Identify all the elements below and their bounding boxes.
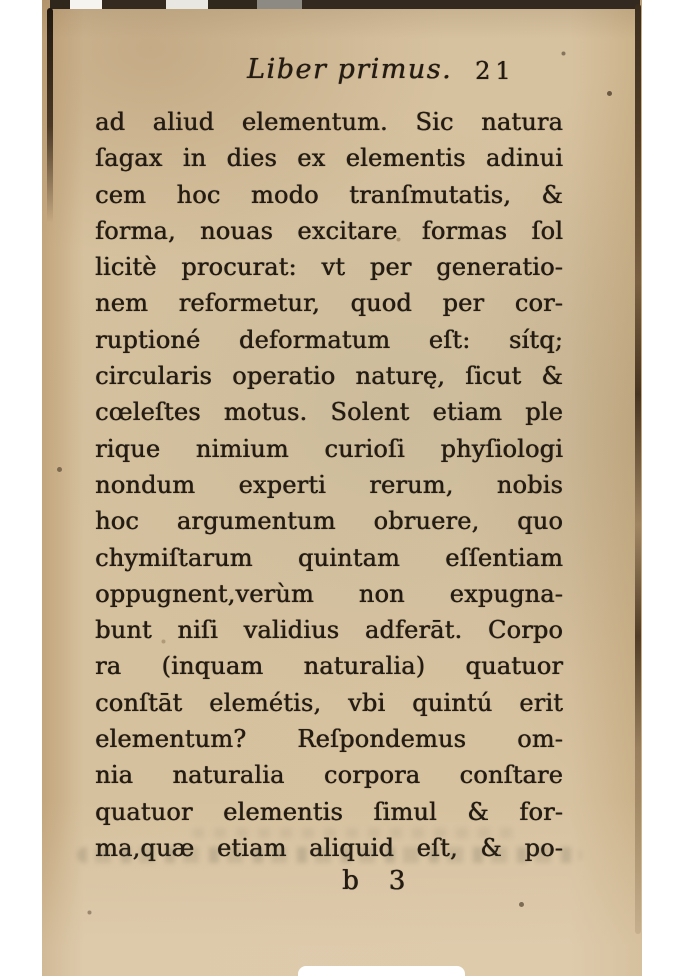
text-line: oppugnent,verùm non expugna- — [95, 579, 563, 608]
text-line: ruptioné deformatum eſt: sítq; — [95, 325, 563, 354]
bleed-through-text — [192, 828, 522, 838]
text-line: hoc argumentum obruere, quo — [95, 507, 563, 536]
running-header — [42, 54, 642, 96]
scan-bottom-notch — [298, 966, 465, 976]
text-line: cœleſtes motus. Solent etiam ple — [95, 398, 563, 427]
page-gutter-edge — [47, 8, 53, 223]
scan-top-edge — [50, 0, 640, 9]
text-line: rique nimium curioſi phyſiologi — [95, 434, 563, 463]
page-number: 21 — [475, 57, 516, 85]
text-line: ad aliud elementum. Sic natura — [95, 108, 563, 136]
signature-number: 3 — [388, 866, 406, 896]
signature-letter: b — [342, 866, 359, 896]
text-line: forma, nouas excitare formas ſol — [95, 216, 563, 245]
page-fore-edge — [635, 4, 641, 934]
text-line: licitè procurat: vt per generatio- — [95, 253, 563, 282]
running-title: Liber primus. — [247, 54, 453, 85]
bleed-through-text — [77, 847, 582, 863]
text-line: nondum experti rerum, nobis — [95, 470, 563, 499]
text-line: bunt niſi validius adferāt. Corpo — [95, 616, 563, 645]
text-line: ſagax in dies ex elementis adinui — [95, 144, 563, 173]
text-line: chymiſtarum quintam eſſentiam — [95, 543, 563, 572]
text-line: nia naturalia corpora conſtare — [95, 761, 563, 790]
text-line: quatuor elementis ſimul & for- — [95, 797, 563, 826]
text-line: elementum? Reſpondemus om- — [95, 725, 563, 754]
page-paper — [42, 0, 642, 976]
text-line: circularis operatio naturę, ſicut & — [95, 362, 563, 391]
text-line: ra (inquam naturalia) quatuor — [95, 652, 563, 681]
body-text — [95, 104, 563, 866]
signature-mark — [342, 866, 405, 896]
paper-specks — [42, 0, 45, 3]
text-line: conſtāt elemétis, vbi quintú erit — [95, 688, 563, 717]
text-line: ma,quæ etiam aliquid eſt, & po- — [95, 833, 563, 862]
text-line: nem reformetur, quod per cor- — [95, 289, 563, 318]
text-line: cem hoc modo tranſmutatis, & — [95, 180, 563, 209]
